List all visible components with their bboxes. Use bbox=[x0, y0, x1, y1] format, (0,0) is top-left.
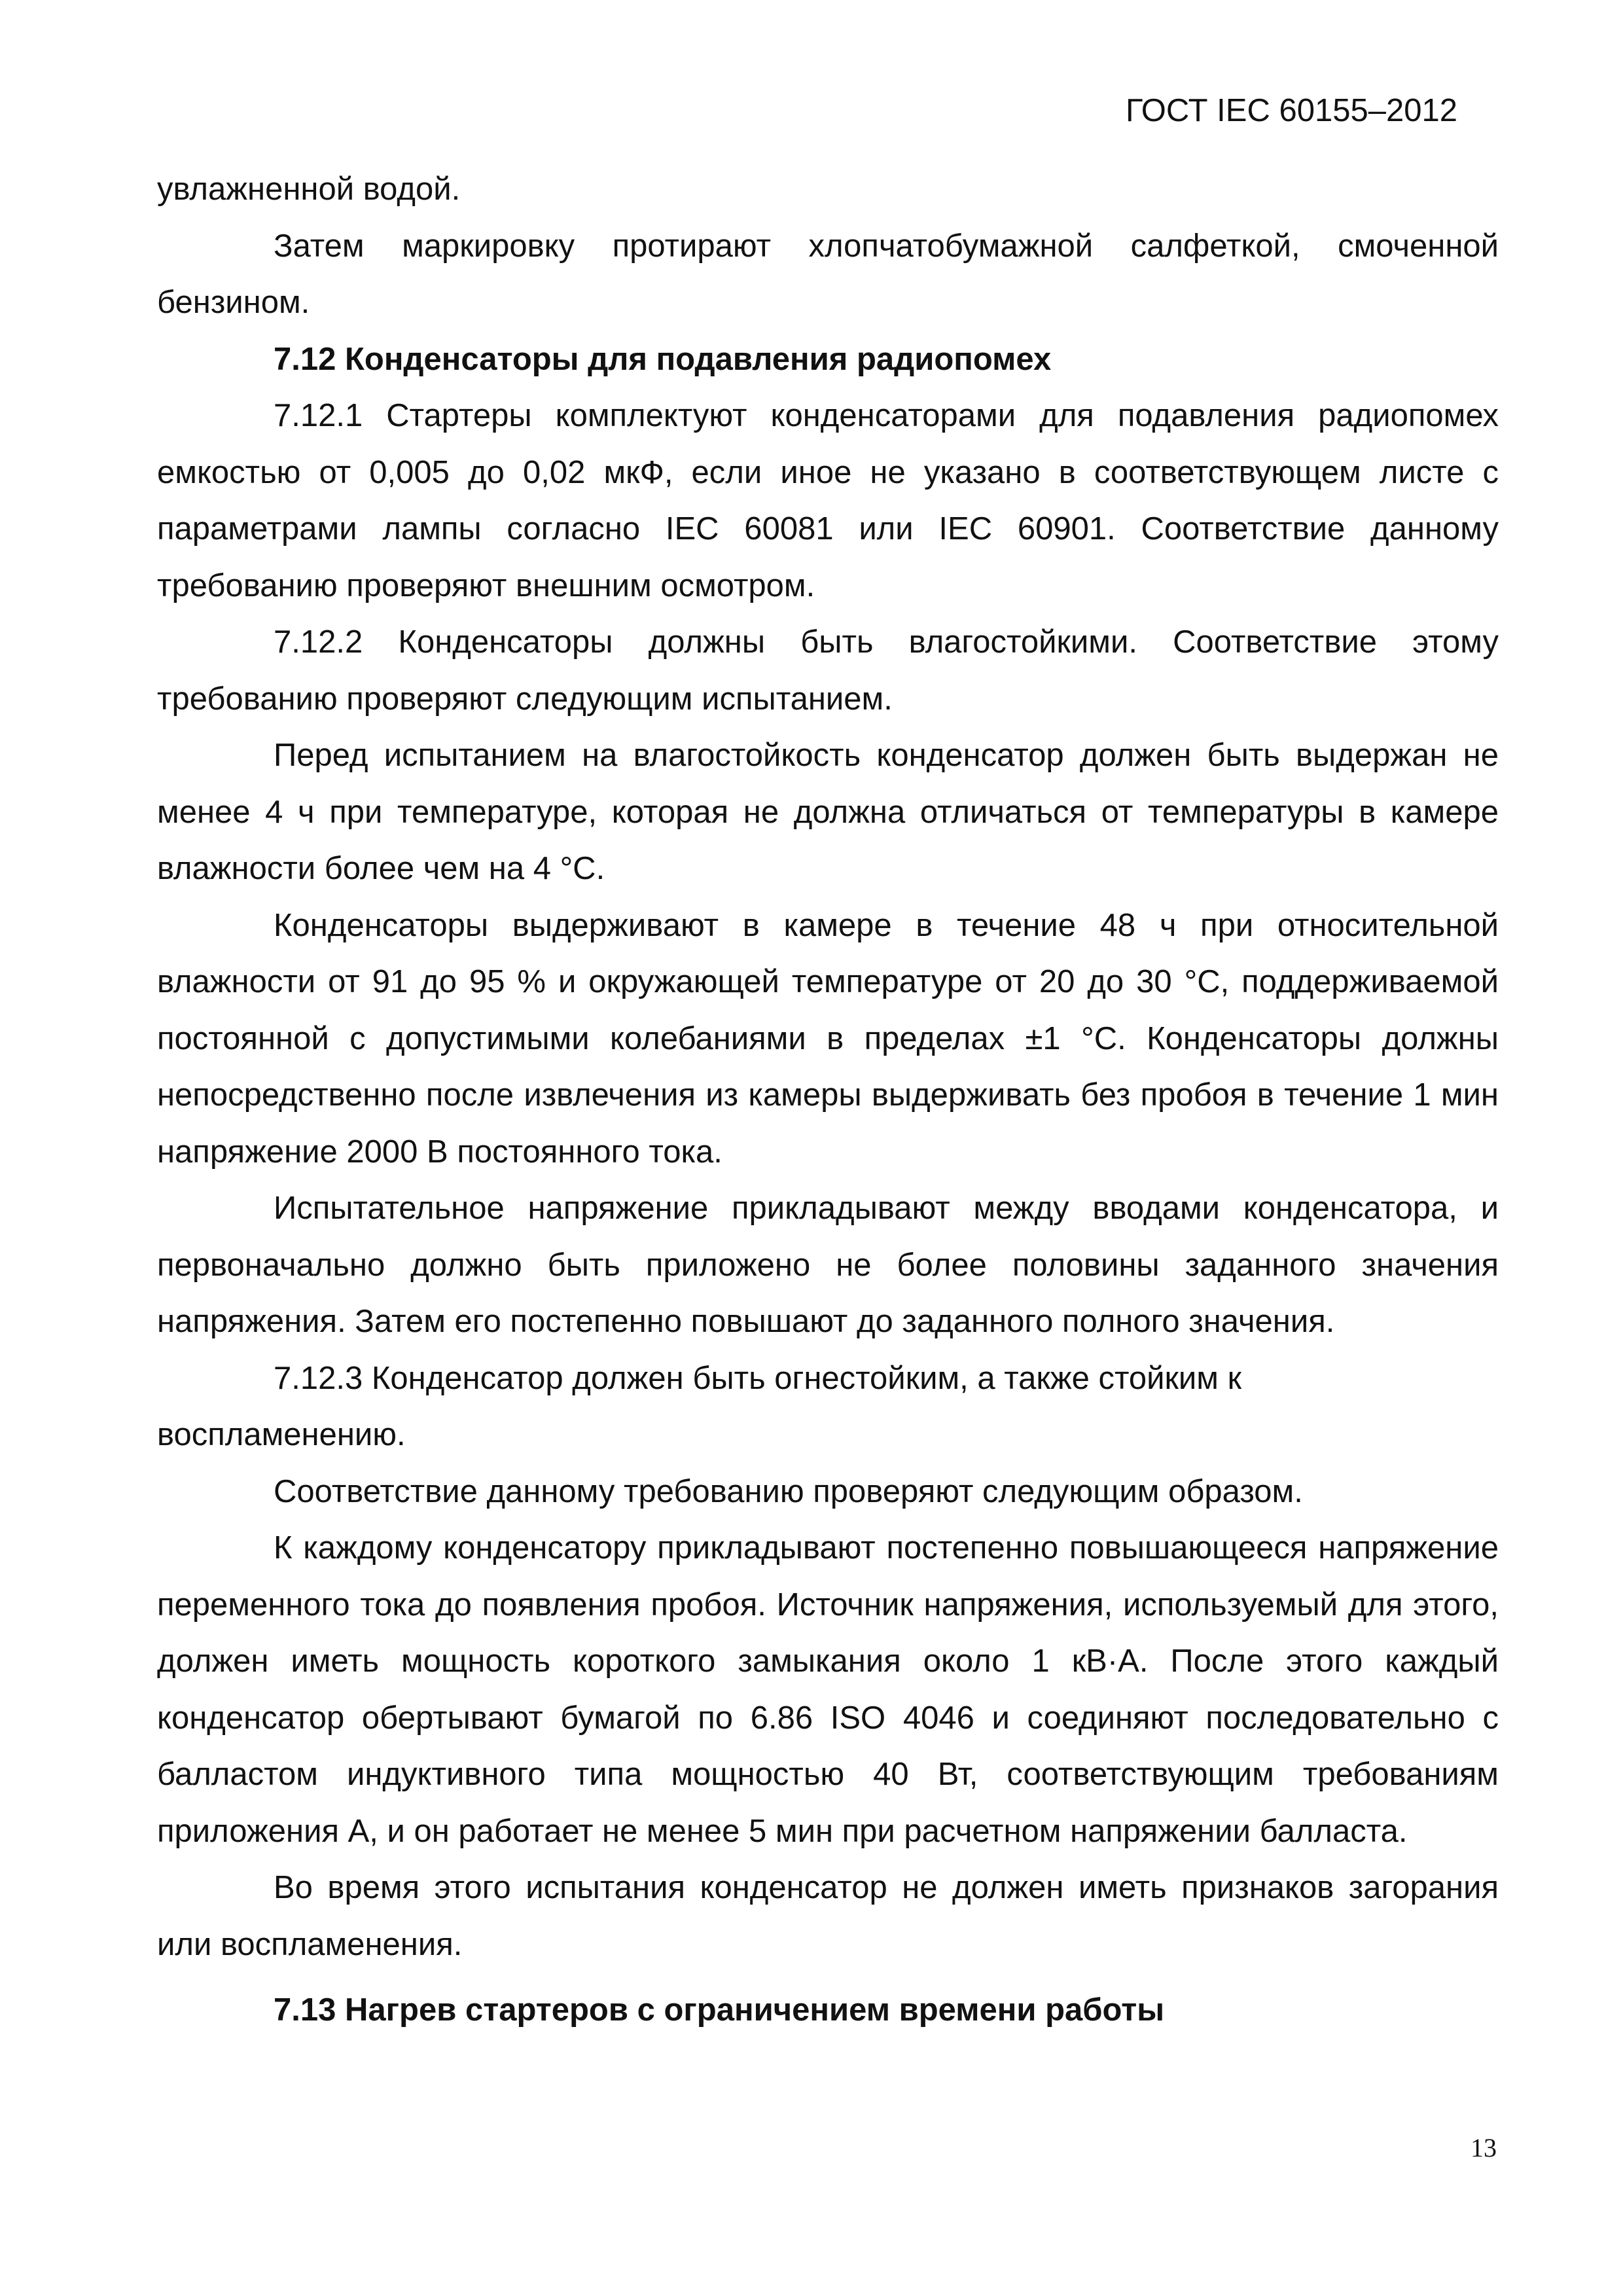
section-heading-7-13: 7.13 Нагрев стартеров с ограничением времени работы bbox=[274, 1992, 1165, 2028]
paragraph: Во время этого испытания конденсатор не должен иметь признаков загорания или воспламенения. bbox=[157, 1870, 1499, 1962]
spacer bbox=[157, 1973, 1499, 1982]
paragraph: Испытательное напряжение прикладывают между вводами конденсатора, и первоначально должно быть приложено не более половины заданного значения напряжения. Затем его постепенно повышают до заданного полного значения. bbox=[157, 1191, 1499, 1339]
paragraph: Затем маркировку протирают хлопчатобумажной салфеткой, смоченной бензином. bbox=[157, 228, 1499, 320]
paragraph: К каждому конденсатору прикладывают постепенно повышающееся напряжение переменного тока до появления пробоя. Источник напряжения, используемый для этого, должен иметь мощность короткого замыкания около 1 кВ·А. После этого каждый конденсатор обертывают бумагой по 6.86 ISO 4046 и соединяют последовательно с балластом индуктивного типа мощностью 40 Вт, соответствующим требованиям приложения А, и он работает не менее 5 мин при расчетном напряжении балласта. bbox=[157, 1530, 1499, 1849]
paragraph-7-12-1: 7.12.1 Стартеры комплектуют конденсаторами для подавления радиопомех емкостью от 0,005 до 0,02 мкФ, если иное не указано в соответствующем листе с параметрами лампы согласно IEC 60081 или IEC 60901. Соответствие данному требованию проверяют внешним осмотром. bbox=[157, 398, 1499, 603]
page-number: 13 bbox=[1471, 2133, 1497, 2162]
paragraph-continuation: увлажненной водой. bbox=[157, 171, 461, 207]
document-header: ГОСТ IEC 60155–2012 bbox=[1125, 93, 1457, 128]
paragraph-7-12-2: 7.12.2 Конденсаторы должны быть влагостойкими. Соответствие этому требованию проверяют следующим испытанием. bbox=[157, 624, 1499, 717]
paragraph: Соответствие данному требованию проверяют следующим образом. bbox=[274, 1473, 1303, 1509]
paragraph-7-12-3: 7.12.3 Конденсатор должен быть огнестойким, а также стойким к воспламенению. bbox=[157, 1360, 1242, 1452]
paragraph: Конденсаторы выдерживают в камере в течение 48 ч при относительной влажности от 91 до 95 % и окружающей температуре от 20 до 30 °С, поддерживаемой постоянной с допустимыми колебаниями в пределах ±1 °С. Конденсаторы должны непосредственно после извлечения из камеры выдерживать без пробоя в течение 1 мин напряжение 2000 В постоянного тока. bbox=[157, 907, 1499, 1170]
document-body bbox=[157, 161, 1499, 2039]
section-heading-7-12: 7.12 Конденсаторы для подавления радиопомех bbox=[274, 341, 1052, 377]
paragraph: Перед испытанием на влагостойкость конденсатор должен быть выдержан не менее 4 ч при температуре, которая не должна отличаться от температуры в камере влажности более чем на 4 °С. bbox=[157, 738, 1499, 886]
